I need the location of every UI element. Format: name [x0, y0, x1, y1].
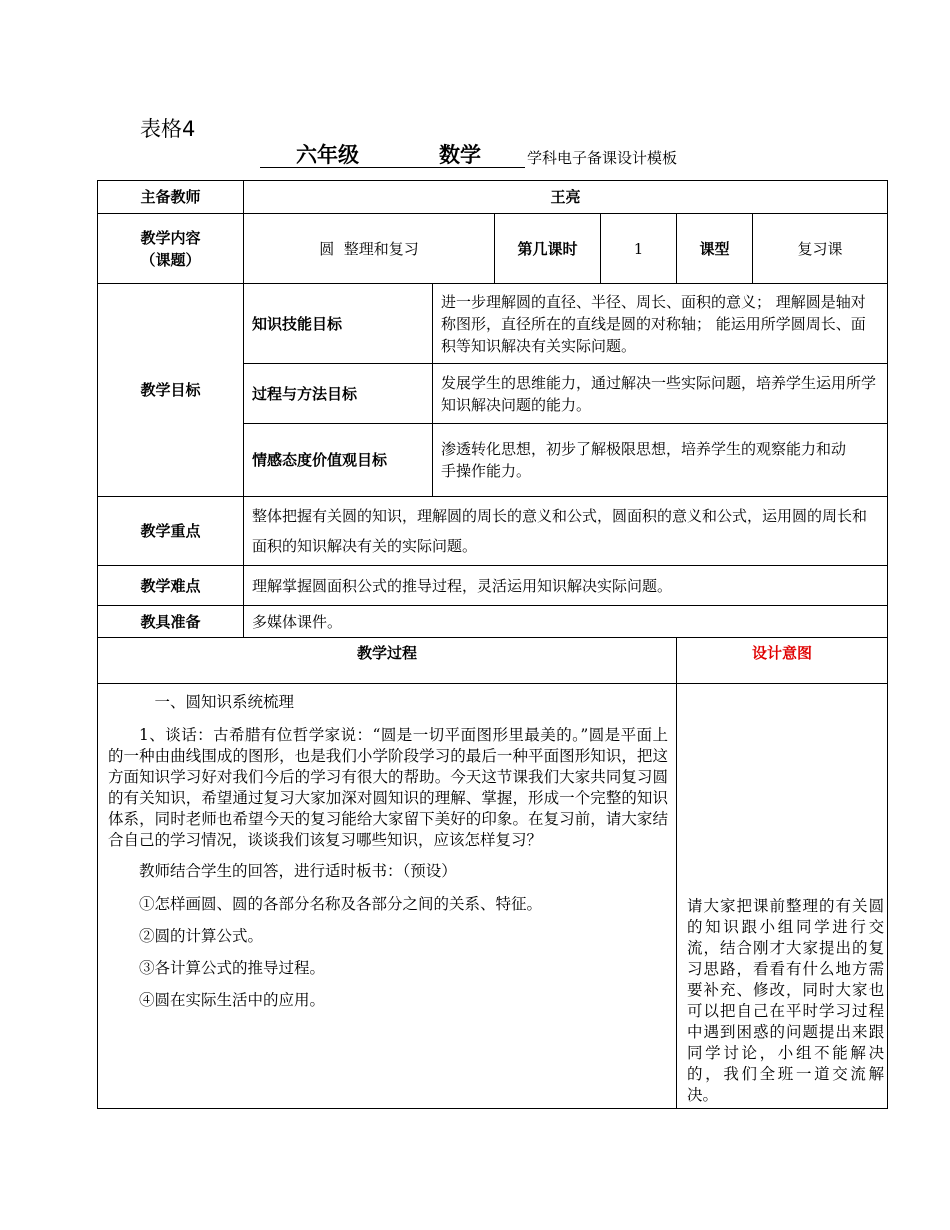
goal-row-knowledge: [98, 284, 888, 364]
lesson-number-value: 1: [601, 214, 677, 284]
content-value: 圆 整理和复习: [244, 214, 495, 284]
goal-label-process: 过程与方法目标: [244, 364, 433, 424]
title-suffix: 学科电子备课设计模板: [527, 149, 678, 167]
goal-text-attitude: 渗透转化思想，初步了解极限思想，培养学生的观察能力和动手操作能力。: [433, 424, 888, 497]
teacher-name: 王亮: [244, 181, 888, 214]
table-number-label: 表格4: [140, 117, 196, 141]
process-item-3: ③各计算公式的推导过程。: [139, 959, 326, 977]
difficulty-text: 理解掌握圆面积公式的推导过程，灵活运用知识解决实际问题。: [244, 566, 888, 606]
process-content: [98, 684, 677, 1109]
process-item-2: ②圆的计算公式。: [139, 927, 264, 945]
goals-label: 教学目标: [98, 284, 244, 497]
intent-header: 设计意图: [677, 638, 888, 684]
content-label: [98, 214, 244, 284]
process-paragraph-intro: 1、谈话：古希腊有位哲学家说：“圆是一切平面图形里最美的。”圆是平面上的一种由曲线围成的图形，也是我们小学阶段学习的最后一种平面图形知识，把这方面知识学习好对我们今后的学习有很大的帮助。今天这节课我们大家共同复习圆的有关知识，希望通过复习大家加深对圆知识的理解、掌握，形成一个完整的知识体系，同时老师也希望今天的复习能给大家留下美好的印象。在复习前，请大家结合自己的学习情况，谈谈我们该复习哪些知识，应该怎样复习？: [108, 726, 668, 849]
key-point-text: 整体把握有关圆的知识，理解圆的周长的意义和公式，圆面积的意义和公式，运用圆的周长和面积的知识解决有关的实际问题。: [244, 497, 888, 566]
intent-content: 请大家把课前整理的有关圆的知识跟小组同学进行交流，结合刚才大家提出的复习思路，看看有什么地方需要补充、修改，同时大家也可以把自己在平时学习过程中遇到困惑的问题提出来跟同学讨论，小组不能解决的，我们全班一道交流解决。: [677, 684, 888, 1109]
lesson-number-label: 第几课时: [495, 214, 601, 284]
tools-text: 多媒体课件。: [244, 606, 888, 638]
goal-text-knowledge: 进一步理解圆的直径、半径、周长、面积的意义； 理解圆是轴对称图形，直径所在的直线是圆的对称轴； 能运用所学圆周长、面积等知识解决有关实际问题。: [433, 284, 888, 364]
content-label-line1: 教学内容: [140, 228, 201, 247]
lesson-type-value: 复习课: [753, 214, 888, 284]
tools-label: 教具准备: [98, 606, 244, 638]
process-section-title: 一、圆知识系统梳理: [154, 693, 295, 711]
goal-text-process: 发展学生的思维能力，通过解决一些实际问题，培养学生运用所学知识解决问题的能力。: [433, 364, 888, 424]
goal-label-knowledge: 知识技能目标: [244, 284, 433, 364]
process-header: 教学过程: [98, 638, 677, 684]
difficulty-row: [98, 566, 888, 606]
process-item-4: ④圆在实际生活中的应用。: [139, 991, 326, 1009]
document-title: [0, 143, 950, 171]
teacher-label: 主备教师: [98, 181, 244, 214]
content-label-line2: （课题）: [140, 250, 201, 269]
tools-row: [98, 606, 888, 638]
lesson-plan-table: [97, 180, 888, 1109]
teacher-row: [98, 181, 888, 214]
process-header-row: [98, 638, 888, 684]
key-point-row: [98, 497, 888, 566]
title-grade: 六年级: [260, 143, 395, 168]
goal-label-attitude: 情感态度价值观目标: [244, 424, 433, 497]
process-body-row: [98, 684, 888, 1109]
process-paragraph-board: 教师结合学生的回答，进行适时板书：（预设）: [139, 862, 457, 880]
lesson-type-label: 课型: [677, 214, 753, 284]
content-row: [98, 214, 888, 284]
title-subject: 数学: [395, 143, 525, 168]
process-item-1: ①怎样画圆、圆的各部分名称及各部分之间的关系、特征。: [139, 895, 543, 913]
key-point-label: 教学重点: [98, 497, 244, 566]
difficulty-label: 教学难点: [98, 566, 244, 606]
